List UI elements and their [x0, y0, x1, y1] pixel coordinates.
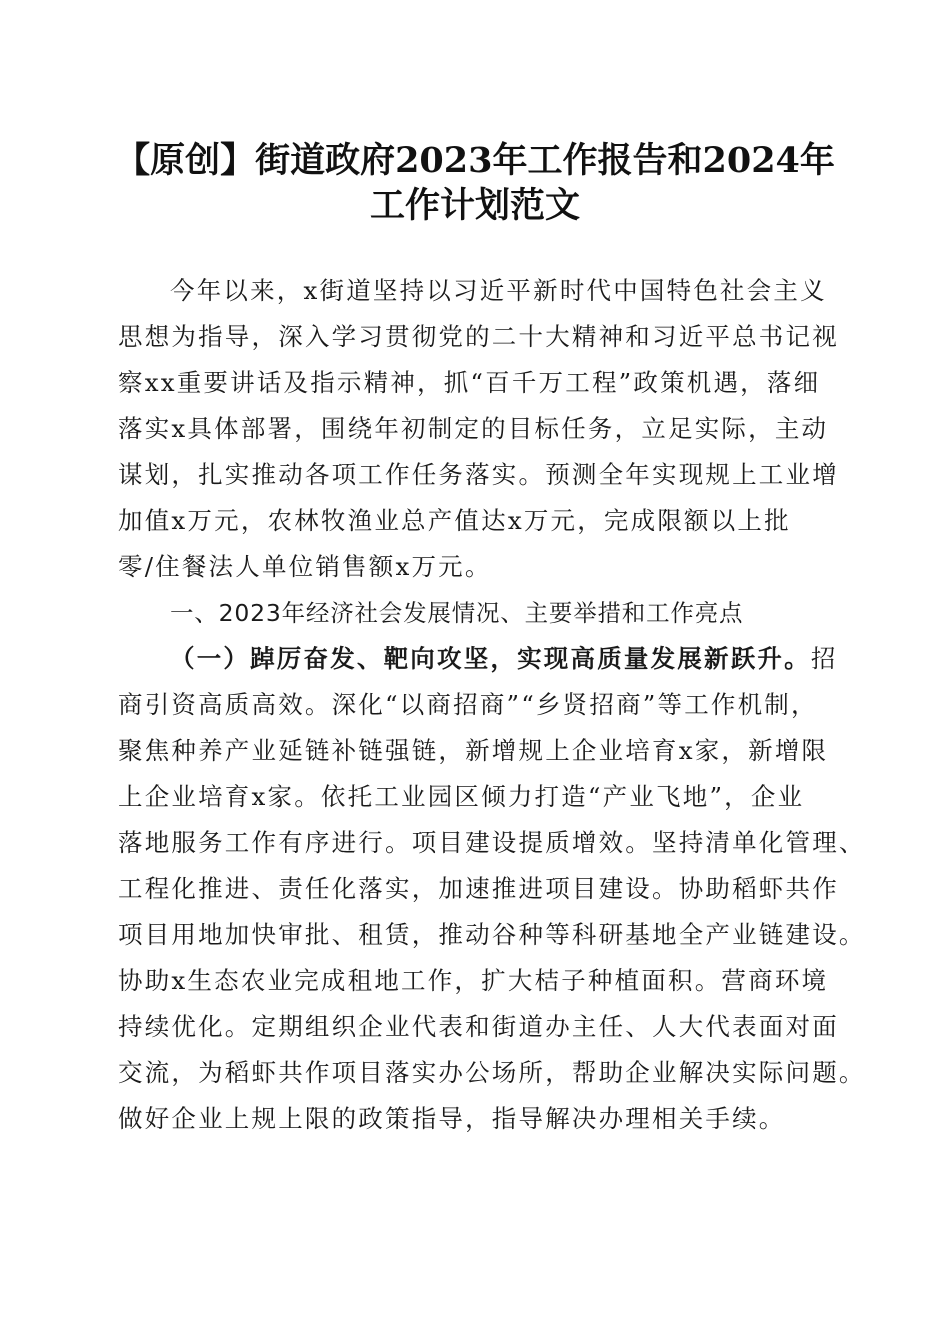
subsection-1-lead-line [170, 636, 838, 682]
section-1-heading: 一、2023年经济社会发展情况、主要举措和工作亮点 [170, 599, 744, 627]
subsection-1-lead-tail: 招 [810, 644, 838, 673]
subsection-1-line-9: 交流，为稻虾共作项目落实办公场所，帮助企业解决实际问题。 [118, 1058, 866, 1087]
intro-line-4: 落实x具体部署，围绕年初制定的目标任务，立足实际，主动 [118, 414, 829, 443]
intro-line-3: 察xx重要讲话及指示精神，抓“百千万工程”政策机遇，落细 [118, 368, 821, 397]
subsection-1-line-6: 项目用地加快审批、租赁，推动谷种等科研基地全产业链建设。 [118, 920, 866, 949]
intro-line-7: 零/住餐法人单位销售额x万元。 [118, 552, 492, 581]
subsection-1-line-3: 上企业培育x家。依托工业园区倾力打造“产业飞地”，企业 [118, 782, 805, 811]
subsection-1-line-4: 落地服务工作有序进行。项目建设提质增效。坚持清单化管理、 [118, 828, 866, 857]
subsection-1-line-7: 协助x生态农业完成租地工作，扩大桔子种植面积。营商环境 [118, 966, 829, 995]
intro-line-5: 谋划，扎实推动各项工作任务落实。预测全年实现规上工业增 [118, 460, 839, 489]
document-title-line-1: 【原创】街道政府2023年工作报告和2024年 [115, 140, 835, 181]
subsection-1-line-8: 持续优化。定期组织企业代表和街道办主任、人大代表面对面 [118, 1012, 839, 1041]
document-title-line-2: 工作计划范文 [369, 185, 580, 226]
subsection-1-line-1: 商引资高质高效。深化“以商招商”“乡贤招商”等工作机制， [118, 690, 818, 719]
subsection-1-line-2: 聚焦种养产业延链补链强链，新增规上企业培育x家，新增限 [118, 736, 829, 765]
subsection-1-line-10: 做好企业上规上限的政策指导，指导解决办理相关手续。 [118, 1104, 786, 1133]
subsection-1-lead: （一）踔厉奋发、靶向攻坚，实现高质量发展新跃升。 [170, 644, 811, 673]
intro-line-1: 今年以来，x街道坚持以习近平新时代中国特色社会主义 [170, 276, 827, 305]
subsection-1-line-5: 工程化推进、责任化落实，加速推进项目建设。协助稻虾共作 [118, 874, 839, 903]
intro-line-2: 思想为指导，深入学习贯彻党的二十大精神和习近平总书记视 [118, 322, 839, 351]
intro-line-6: 加值x万元，农林牧渔业总产值达x万元，完成限额以上批 [118, 506, 791, 535]
